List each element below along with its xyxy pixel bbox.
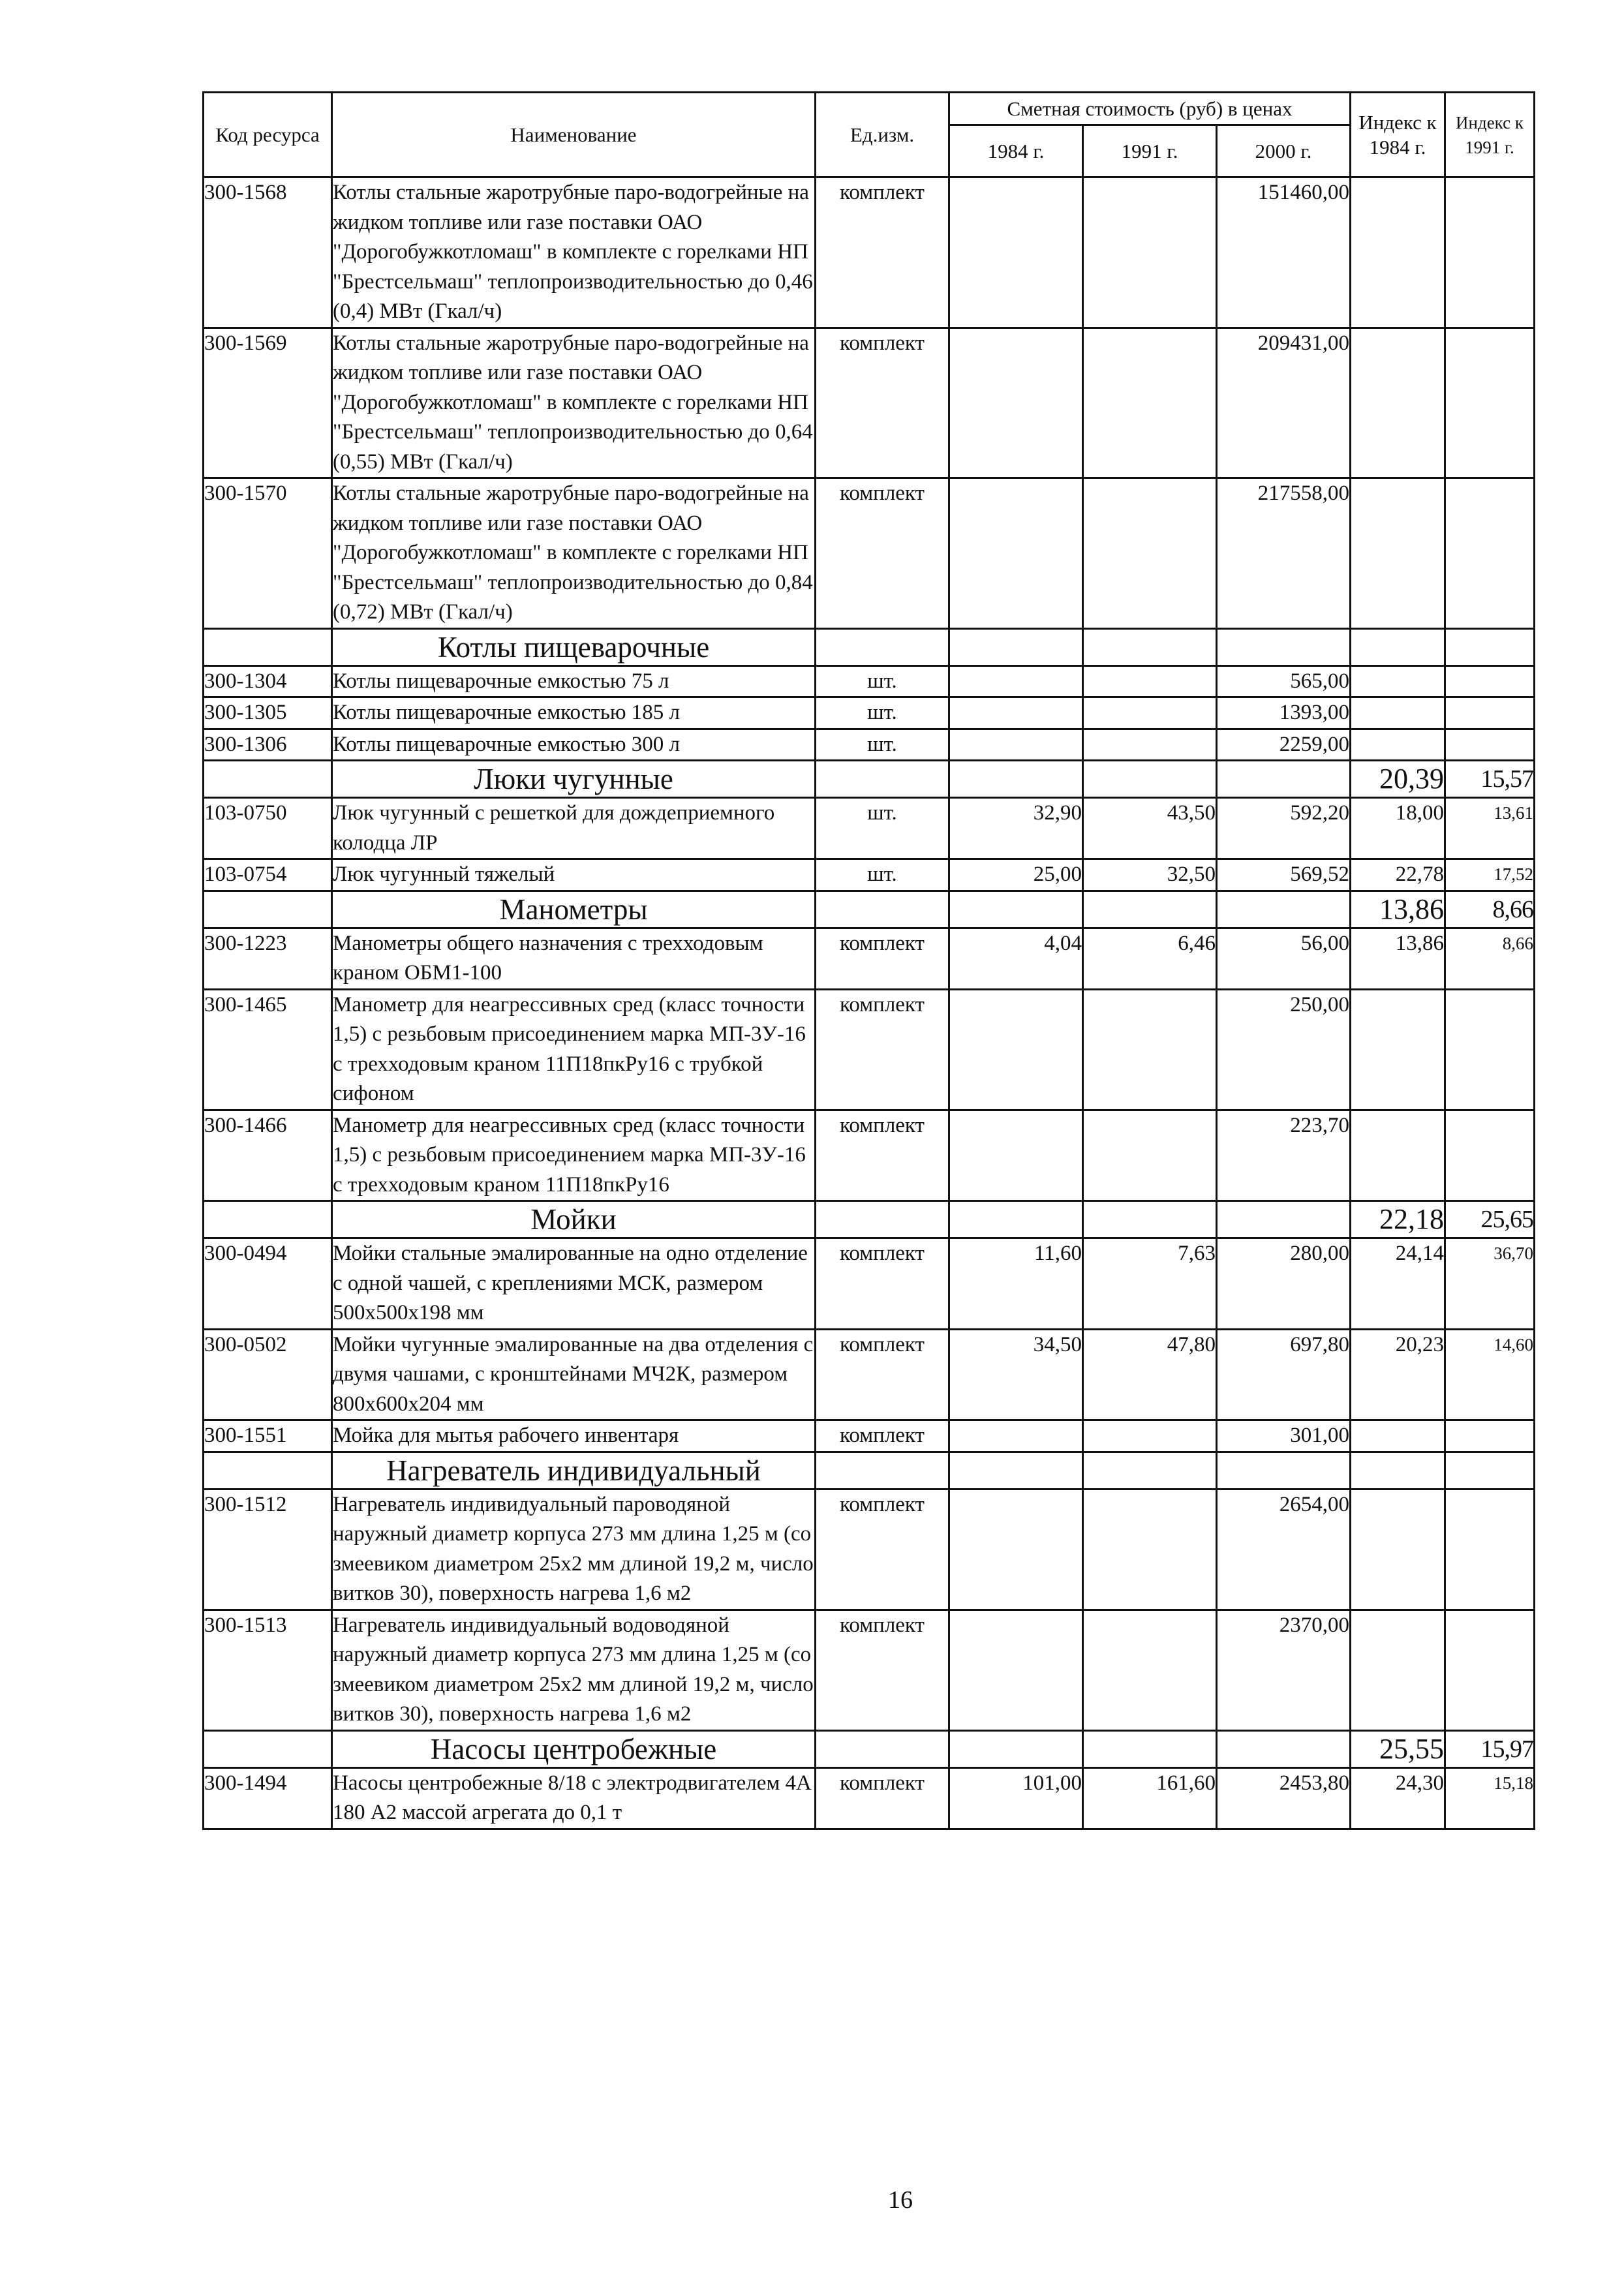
index-1991: 14,60 <box>1445 1329 1535 1420</box>
resource-name: Манометр для неагрессивных сред (класс точности 1,5) с резьбовым присоединением марка МП-3У-16 с трехходовым краном 11П18пкРу16 <box>332 1110 816 1201</box>
resource-code: 300-0494 <box>204 1238 332 1330</box>
unit-of-measure: комплект <box>816 1610 949 1730</box>
section-spacer <box>1217 1201 1351 1238</box>
price-1984 <box>949 697 1083 729</box>
section-index-1984: 20,39 <box>1351 761 1445 798</box>
index-1984 <box>1351 665 1445 697</box>
resource-code: 300-1223 <box>204 928 332 989</box>
index-1984 <box>1351 1110 1445 1201</box>
index-1991: 17,52 <box>1445 859 1535 891</box>
price-1991 <box>1083 1489 1217 1610</box>
page-number: 16 <box>888 2186 913 2214</box>
price-2000: 223,70 <box>1217 1110 1351 1201</box>
unit-of-measure: шт. <box>816 729 949 761</box>
section-index-1984: 22,18 <box>1351 1201 1445 1238</box>
resource-code: 300-1306 <box>204 729 332 761</box>
index-1984 <box>1351 177 1445 328</box>
section-title: Нагреватель индивидуальный <box>332 1452 816 1489</box>
index-1984 <box>1351 697 1445 729</box>
price-1991: 161,60 <box>1083 1767 1217 1829</box>
index-1991 <box>1445 1610 1535 1730</box>
index-1991 <box>1445 989 1535 1110</box>
table-row <box>204 697 1535 729</box>
price-2000: 592,20 <box>1217 798 1351 859</box>
price-2000: 280,00 <box>1217 1238 1351 1330</box>
price-2000: 250,00 <box>1217 989 1351 1110</box>
section-spacer <box>816 1452 949 1489</box>
price-2000: 2370,00 <box>1217 1610 1351 1730</box>
table-row <box>204 1238 1535 1330</box>
price-1991 <box>1083 989 1217 1110</box>
price-1991: 32,50 <box>1083 859 1217 891</box>
index-1984: 13,86 <box>1351 928 1445 989</box>
section-spacer <box>949 891 1083 928</box>
section-title: Мойки <box>332 1201 816 1238</box>
index-1991 <box>1445 697 1535 729</box>
price-1991 <box>1083 1610 1217 1730</box>
price-table <box>202 91 1535 1830</box>
header-index-1984: Индекс к 1984 г. <box>1351 93 1445 177</box>
price-1991 <box>1083 697 1217 729</box>
unit-of-measure: шт. <box>816 798 949 859</box>
price-1991: 6,46 <box>1083 928 1217 989</box>
table-row <box>204 1489 1535 1610</box>
resource-name: Манометр для неагрессивных сред (класс точности 1,5) с резьбовым присоединением марка МП-3У-16 с трехходовым краном 11П18пкРу16 с трубкой сифоном <box>332 989 816 1110</box>
price-1984 <box>949 665 1083 697</box>
price-2000: 2453,80 <box>1217 1767 1351 1829</box>
index-1991 <box>1445 1110 1535 1201</box>
price-1984 <box>949 1610 1083 1730</box>
section-header-row <box>204 1201 1535 1238</box>
resource-name: Котлы пищеварочные емкостью 185 л <box>332 697 816 729</box>
price-1984 <box>949 177 1083 328</box>
index-1991 <box>1445 1420 1535 1452</box>
section-spacer <box>204 1452 332 1489</box>
resource-name: Мойки стальные эмалированные на одно отделение с одной чашей, с креплениями МСК, размером 500х500х198 мм <box>332 1238 816 1330</box>
resource-code: 103-0750 <box>204 798 332 859</box>
header-index-1991: Индекс к 1991 г. <box>1445 93 1535 177</box>
table-row <box>204 859 1535 891</box>
unit-of-measure: шт. <box>816 859 949 891</box>
price-1984 <box>949 1420 1083 1452</box>
section-spacer <box>1217 761 1351 798</box>
resource-name: Котлы стальные жаротрубные паро-водогрейные на жидком топливе или газе поставки ОАО "Дорогобужкотломаш" в комплекте с горелками НП "Брестсельмаш" теплопроизводительностью до 0,64 (0,55) МВт (Гкал/ч) <box>332 328 816 478</box>
price-2000: 1393,00 <box>1217 697 1351 729</box>
section-index-1991: 8,66 <box>1445 891 1535 928</box>
section-spacer <box>1217 891 1351 928</box>
index-1984 <box>1351 729 1445 761</box>
unit-of-measure: комплект <box>816 1329 949 1420</box>
table-row <box>204 989 1535 1110</box>
price-1991 <box>1083 665 1217 697</box>
section-spacer <box>204 761 332 798</box>
section-spacer <box>816 628 949 665</box>
section-spacer <box>1083 761 1217 798</box>
section-index-1984: 25,55 <box>1351 1730 1445 1767</box>
resource-code: 300-0502 <box>204 1329 332 1420</box>
section-title: Котлы пищеварочные <box>332 628 816 665</box>
section-spacer <box>949 628 1083 665</box>
unit-of-measure: комплект <box>816 1489 949 1610</box>
price-1984 <box>949 328 1083 478</box>
resource-name: Котлы пищеварочные емкостью 300 л <box>332 729 816 761</box>
resource-code: 300-1466 <box>204 1110 332 1201</box>
header-cost-group: Сметная стоимость (руб) в ценах <box>949 93 1351 125</box>
price-2000: 209431,00 <box>1217 328 1351 478</box>
index-1991: 36,70 <box>1445 1238 1535 1330</box>
resource-name: Мойки чугунные эмалированные на два отделения с двумя чашами, с кронштейнами МЧ2К, размером 800х600х204 мм <box>332 1329 816 1420</box>
resource-name: Люк чугунный с решеткой для дождеприемного колодца ЛР <box>332 798 816 859</box>
section-index-1991: 25,65 <box>1445 1201 1535 1238</box>
index-1991: 13,61 <box>1445 798 1535 859</box>
section-title: Манометры <box>332 891 816 928</box>
table-row <box>204 478 1535 629</box>
price-1984: 11,60 <box>949 1238 1083 1330</box>
section-spacer <box>1083 628 1217 665</box>
resource-name: Котлы стальные жаротрубные паро-водогрейные на жидком топливе или газе поставки ОАО "Дорогобужкотломаш" в комплекте с горелками НП "Брестсельмаш" теплопроизводительностью до 0,46 (0,4) МВт (Гкал/ч) <box>332 177 816 328</box>
index-1984: 24,14 <box>1351 1238 1445 1330</box>
price-2000: 301,00 <box>1217 1420 1351 1452</box>
table-row <box>204 798 1535 859</box>
table-header <box>204 93 1535 177</box>
section-spacer <box>1083 1201 1217 1238</box>
resource-name: Насосы центробежные 8/18 с электродвигателем 4А 180 А2 массой агрегата до 0,1 т <box>332 1767 816 1829</box>
resource-name: Манометры общего назначения с трехходовым краном ОБМ1-100 <box>332 928 816 989</box>
price-2000: 2654,00 <box>1217 1489 1351 1610</box>
price-1984 <box>949 1110 1083 1201</box>
unit-of-measure: комплект <box>816 1420 949 1452</box>
price-1991 <box>1083 729 1217 761</box>
table-row <box>204 328 1535 478</box>
section-title: Люки чугунные <box>332 761 816 798</box>
resource-code: 300-1465 <box>204 989 332 1110</box>
section-header-row <box>204 761 1535 798</box>
price-1984 <box>949 1489 1083 1610</box>
unit-of-measure: комплект <box>816 1110 949 1201</box>
section-title: Насосы центробежные <box>332 1730 816 1767</box>
index-1991 <box>1445 665 1535 697</box>
section-spacer <box>949 761 1083 798</box>
price-1991 <box>1083 1420 1217 1452</box>
index-1991 <box>1445 1489 1535 1610</box>
section-spacer <box>204 628 332 665</box>
price-1984: 101,00 <box>949 1767 1083 1829</box>
section-index-1984 <box>1351 628 1445 665</box>
header-year-2000: 2000 г. <box>1217 125 1351 177</box>
section-spacer <box>204 1730 332 1767</box>
unit-of-measure: комплект <box>816 328 949 478</box>
section-header-row <box>204 628 1535 665</box>
price-1991 <box>1083 1110 1217 1201</box>
index-1984: 18,00 <box>1351 798 1445 859</box>
table-row <box>204 1110 1535 1201</box>
section-index-1991: 15,97 <box>1445 1730 1535 1767</box>
resource-code: 103-0754 <box>204 859 332 891</box>
section-header-row <box>204 891 1535 928</box>
section-index-1991: 15,57 <box>1445 761 1535 798</box>
section-index-1984: 13,86 <box>1351 891 1445 928</box>
header-name: Наименование <box>332 93 816 177</box>
section-index-1991 <box>1445 628 1535 665</box>
unit-of-measure: комплект <box>816 1767 949 1829</box>
resource-name: Котлы стальные жаротрубные паро-водогрейные на жидком топливе или газе поставки ОАО "Дорогобужкотломаш" в комплекте с горелками НП "Брестсельмаш" теплопроизводительностью до 0,84 (0,72) МВт (Гкал/ч) <box>332 478 816 629</box>
section-spacer <box>816 1730 949 1767</box>
resource-code: 300-1568 <box>204 177 332 328</box>
section-spacer <box>816 1201 949 1238</box>
header-code: Код ресурса <box>204 93 332 177</box>
section-index-1984 <box>1351 1452 1445 1489</box>
index-1984 <box>1351 989 1445 1110</box>
section-header-row <box>204 1730 1535 1767</box>
section-spacer <box>1217 628 1351 665</box>
resource-code: 300-1551 <box>204 1420 332 1452</box>
index-1991 <box>1445 478 1535 629</box>
price-2000: 56,00 <box>1217 928 1351 989</box>
resource-name: Котлы пищеварочные емкостью 75 л <box>332 665 816 697</box>
resource-code: 300-1570 <box>204 478 332 629</box>
price-2000: 569,52 <box>1217 859 1351 891</box>
section-spacer <box>1083 1452 1217 1489</box>
price-1991: 43,50 <box>1083 798 1217 859</box>
resource-code: 300-1512 <box>204 1489 332 1610</box>
price-2000: 697,80 <box>1217 1329 1351 1420</box>
price-1984 <box>949 989 1083 1110</box>
table-row <box>204 1420 1535 1452</box>
table-row <box>204 665 1535 697</box>
section-spacer <box>949 1730 1083 1767</box>
table-row <box>204 1329 1535 1420</box>
header-unit: Ед.изм. <box>816 93 949 177</box>
table-row <box>204 729 1535 761</box>
unit-of-measure: шт. <box>816 665 949 697</box>
section-spacer <box>204 891 332 928</box>
resource-code: 300-1569 <box>204 328 332 478</box>
price-1984 <box>949 729 1083 761</box>
resource-name: Нагреватель индивидуальный пароводяной наружный диаметр корпуса 273 мм длина 1,25 м (со змеевиком диаметром 25х2 мм длиной 19,2 м, число витков 30), поверхность нагрева 1,6 м2 <box>332 1489 816 1610</box>
section-header-row <box>204 1452 1535 1489</box>
section-spacer <box>816 761 949 798</box>
section-spacer <box>1083 1730 1217 1767</box>
header-year-1984: 1984 г. <box>949 125 1083 177</box>
index-1984: 24,30 <box>1351 1767 1445 1829</box>
unit-of-measure: комплект <box>816 478 949 629</box>
resource-name: Люк чугунный тяжелый <box>332 859 816 891</box>
section-spacer <box>1083 891 1217 928</box>
price-1991 <box>1083 478 1217 629</box>
price-1984: 32,90 <box>949 798 1083 859</box>
table-body <box>204 177 1535 1829</box>
price-1991: 7,63 <box>1083 1238 1217 1330</box>
unit-of-measure: шт. <box>816 697 949 729</box>
unit-of-measure: комплект <box>816 928 949 989</box>
section-spacer <box>949 1452 1083 1489</box>
index-1984 <box>1351 1420 1445 1452</box>
index-1991 <box>1445 729 1535 761</box>
resource-name: Мойка для мытья рабочего инвентаря <box>332 1420 816 1452</box>
price-2000: 2259,00 <box>1217 729 1351 761</box>
unit-of-measure: комплект <box>816 989 949 1110</box>
price-1984: 34,50 <box>949 1329 1083 1420</box>
index-1991: 15,18 <box>1445 1767 1535 1829</box>
section-spacer <box>1217 1730 1351 1767</box>
section-spacer <box>949 1201 1083 1238</box>
price-2000: 151460,00 <box>1217 177 1351 328</box>
resource-name: Нагреватель индивидуальный водоводяной наружный диаметр корпуса 273 мм длина 1,25 м (со змеевиком диаметром 25х2 мм длиной 19,2 м, число витков 30), поверхность нагрева 1,6 м2 <box>332 1610 816 1730</box>
index-1991: 8,66 <box>1445 928 1535 989</box>
section-spacer <box>1217 1452 1351 1489</box>
table-row <box>204 1767 1535 1829</box>
index-1991 <box>1445 328 1535 478</box>
table-row <box>204 177 1535 328</box>
index-1984: 20,23 <box>1351 1329 1445 1420</box>
section-spacer <box>204 1201 332 1238</box>
table-row <box>204 928 1535 989</box>
resource-code: 300-1494 <box>204 1767 332 1829</box>
table-row <box>204 1610 1535 1730</box>
index-1991 <box>1445 177 1535 328</box>
index-1984: 22,78 <box>1351 859 1445 891</box>
header-year-1991: 1991 г. <box>1083 125 1217 177</box>
index-1984 <box>1351 1489 1445 1610</box>
price-1984: 25,00 <box>949 859 1083 891</box>
price-1984 <box>949 478 1083 629</box>
index-1984 <box>1351 478 1445 629</box>
price-1991 <box>1083 328 1217 478</box>
section-spacer <box>816 891 949 928</box>
resource-code: 300-1305 <box>204 697 332 729</box>
index-1984 <box>1351 1610 1445 1730</box>
price-2000: 565,00 <box>1217 665 1351 697</box>
price-2000: 217558,00 <box>1217 478 1351 629</box>
section-index-1991 <box>1445 1452 1535 1489</box>
price-1991 <box>1083 177 1217 328</box>
resource-code: 300-1304 <box>204 665 332 697</box>
resource-code: 300-1513 <box>204 1610 332 1730</box>
price-1984: 4,04 <box>949 928 1083 989</box>
index-1984 <box>1351 328 1445 478</box>
unit-of-measure: комплект <box>816 177 949 328</box>
unit-of-measure: комплект <box>816 1238 949 1330</box>
price-1991: 47,80 <box>1083 1329 1217 1420</box>
